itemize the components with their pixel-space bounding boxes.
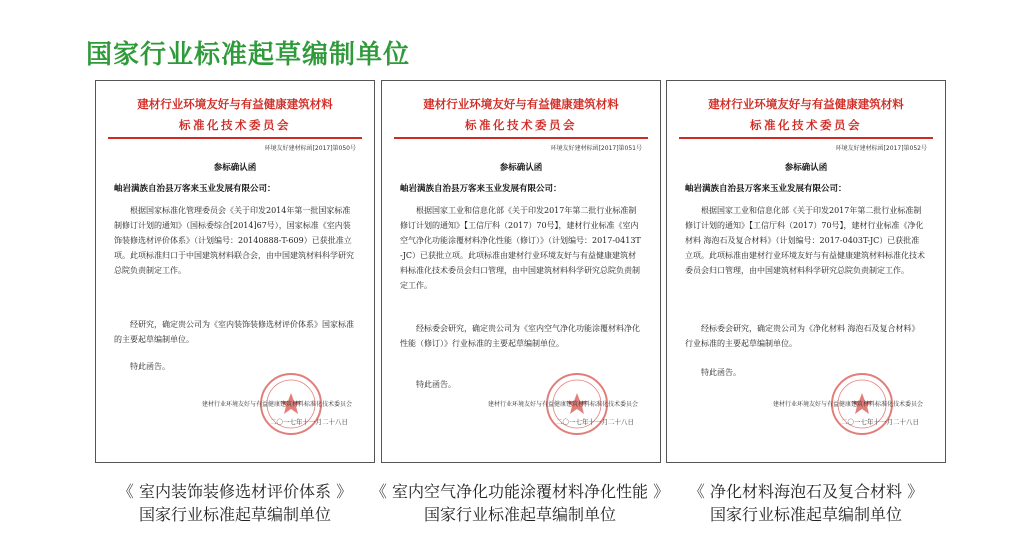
caption-standard-name: 《 室内空气净化功能涂覆材料净化性能 》: [370, 482, 670, 501]
letterhead-divider: [394, 137, 648, 139]
letter-paragraph: 特此函告。: [130, 362, 170, 371]
letter-heading: 参标确认函: [784, 163, 828, 173]
caption-role: 国家行业标准起草编制单位: [138, 505, 331, 524]
signing-org: 建材行业环境友好与有益健康建筑材料标准化技术委员会: [487, 401, 638, 408]
document-caption-3: [656, 480, 956, 526]
document-caption-1: [85, 480, 385, 526]
letter-paragraph: 经标委会研究，确定贵公司为《室内空气净化功能涂覆材料净化性能（修订）》行业标准的主要起草编制单位。: [400, 324, 640, 348]
letter-paragraph: 特此函告。: [701, 368, 741, 377]
caption-role: 国家行业标准起草编制单位: [709, 505, 902, 524]
letterhead-committee: 标准化技术委员会: [750, 118, 862, 132]
confirmation-letter-3: [666, 80, 946, 463]
letterhead-org: 建材行业环境友好与有益健康建筑材料: [423, 97, 619, 111]
letter-heading: 参标确认函: [213, 163, 257, 173]
letter-paragraph: 经研究，确定贵公司为《室内装饰装修选材评价体系》国家标准的主要起草编制单位。: [114, 320, 354, 344]
letter-paragraph: 经标委会研究，确定贵公司为《净化材料 海泡石及复合材料》行业标准的主要起草编制单位。: [685, 324, 920, 348]
letter-number: 环境友好建材标函[2017]第051号: [550, 145, 642, 152]
letter-date: 二〇一七年十一月二十八日: [556, 418, 634, 426]
caption-role: 国家行业标准起草编制单位: [423, 505, 616, 524]
letter-paragraph: 根据国家工业和信息化部《关于印发2017年第二批行业标准制修订计划的通知》【工信厅科（2017）70号】，建材行业标准《室内空气净化功能涂覆材料净化性能（修订）》（计划编号：2017-0413T-JC）已获批立项。此项标准由建材行业环境友好与有益健康建筑材料标准化技术委员会归口管理，由中国建筑材料科学研究总院负责制定工作。: [400, 206, 641, 290]
letter-paragraph: 根据国家工业和信息化部《关于印发2017年第二批行业标准制修订计划的通知》【工信厅科（2017）70号】，建材行业标准《净化材料 海泡石及复合材料》（计划编号：2017-0403T-JC）已获批准立项。此项标准由建材行业环境友好与有益健康建筑材料标准化技术委员会归口管理，由中国建筑材料科学研究总院负责制定工作。: [685, 206, 925, 275]
caption-standard-name: 《 净化材料海泡石及复合材料 》: [688, 482, 924, 501]
letterhead-divider: [108, 137, 362, 139]
page-title: 国家行业标准起草编制单位: [86, 40, 411, 70]
letterhead-org: 建材行业环境友好与有益健康建筑材料: [708, 97, 904, 111]
signing-org: 建材行业环境友好与有益健康建筑材料标准化技术委员会: [201, 401, 352, 408]
signing-org: 建材行业环境友好与有益健康建筑材料标准化技术委员会: [772, 401, 923, 408]
caption-standard-name: 《 室内装饰装修选材评价体系 》: [117, 482, 353, 501]
letter-paragraph: 根据国家标准化管理委员会《关于印发2014年第一批国家标准制修订计划的通知》（国标委综合[2014]67号），国家标准《室内装饰装修选材评价体系》（计划编号：20140888-T-609）已获批准立项。此项标准归口于中国建筑材料联合会，由中国建筑材料科学研究总院负责制定工作。: [114, 206, 354, 275]
letter-recipient: 岫岩满族自治县万客来玉业发展有限公司：: [400, 184, 562, 194]
letter-date: 二〇一七年十一月二十八日: [270, 418, 348, 426]
letter-date: 二〇一七年十一月二十八日: [841, 418, 919, 426]
letter-number: 环境友好建材标函[2017]第052号: [835, 145, 927, 152]
letter-heading: 参标确认函: [499, 163, 543, 173]
letter-number: 环境友好建材标函[2017]第050号: [264, 145, 356, 152]
letter-recipient: 岫岩满族自治县万客来玉业发展有限公司：: [685, 184, 847, 194]
letter-recipient: 岫岩满族自治县万客来玉业发展有限公司：: [114, 184, 276, 194]
letterhead-divider: [679, 137, 933, 139]
letterhead-org: 建材行业环境友好与有益健康建筑材料: [137, 97, 333, 111]
letterhead-committee: 标准化技术委员会: [179, 118, 291, 132]
confirmation-letter-2: [381, 80, 661, 463]
letter-paragraph: 特此函告。: [416, 380, 456, 389]
document-caption-2: [370, 480, 670, 526]
confirmation-letter-1: [95, 80, 375, 463]
letterhead-committee: 标准化技术委员会: [465, 118, 577, 132]
